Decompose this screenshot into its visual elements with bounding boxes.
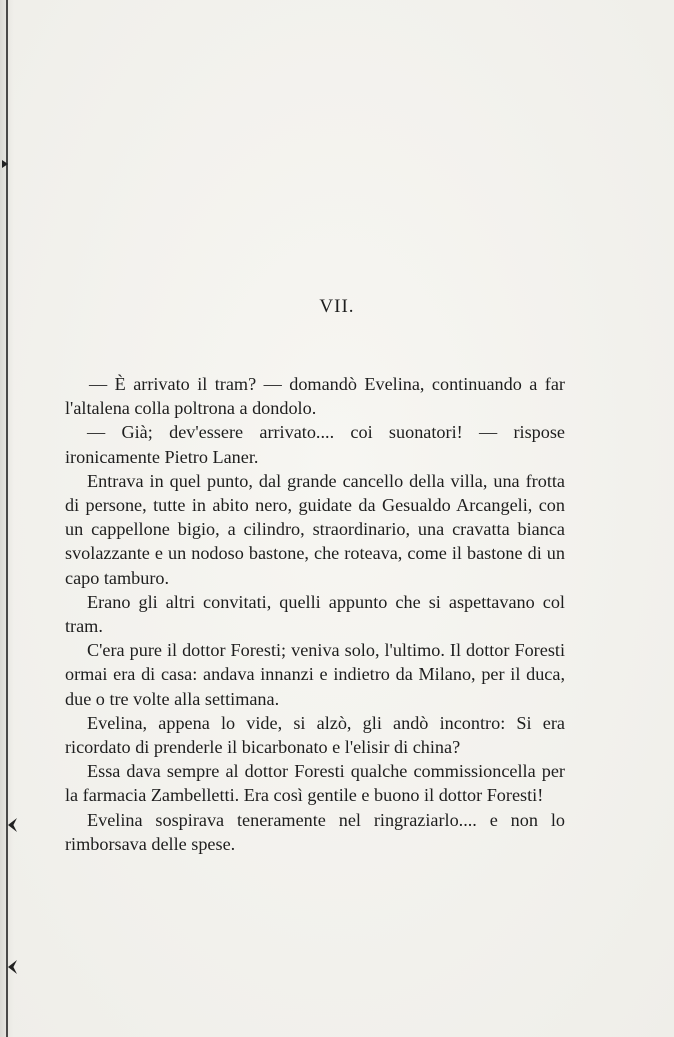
- paragraph: Evelina, appena lo vide, si alzò, gli andò incontro: Si era ricordato di prenderle il bicarbonato e l'elisir di china?: [65, 712, 565, 758]
- paragraph: — È arrivato il tram? — domandò Evelina, continuando a far l'altalena colla poltrona a dondolo.: [65, 374, 565, 419]
- paragraph: Erano gli altri convitati, quelli appunto che si aspettavano col tram.: [65, 591, 565, 637]
- chapter-title: VII.: [319, 296, 355, 317]
- paragraph: Entrava in quel punto, dal grande cancello della villa, una frotta di persone, tutte in abito nero, guidate da Gesualdo Arcangeli, con un cappellone bigio, a cilindro, straordinario, una cravatta bianca svolazzante e un nodoso bastone, che roteava, come il bastone di un capo tamburo.: [65, 470, 565, 588]
- binding-line: [6, 0, 8, 1037]
- paragraph: — Già; dev'essere arrivato.... coi suonatori! — rispose ironicamente Pietro Laner.: [65, 422, 565, 467]
- paragraph: Evelina sospirava teneramente nel ringraziarlo.... e non lo rimborsava delle spese.: [65, 809, 565, 854]
- body-text: [65, 372, 565, 856]
- paragraph: Essa dava sempre al dottor Foresti qualche commissioncella per la farmacia Zambelletti. Era così gentile e buono il dottor Foresti!: [65, 761, 565, 806]
- paragraph: C'era pure il dottor Foresti; veniva solo, l'ultimo. Il dottor Foresti ormai era di casa: andava innanzi e indietro da Milano, per il duca, due o tre volte alla settimana.: [65, 640, 565, 709]
